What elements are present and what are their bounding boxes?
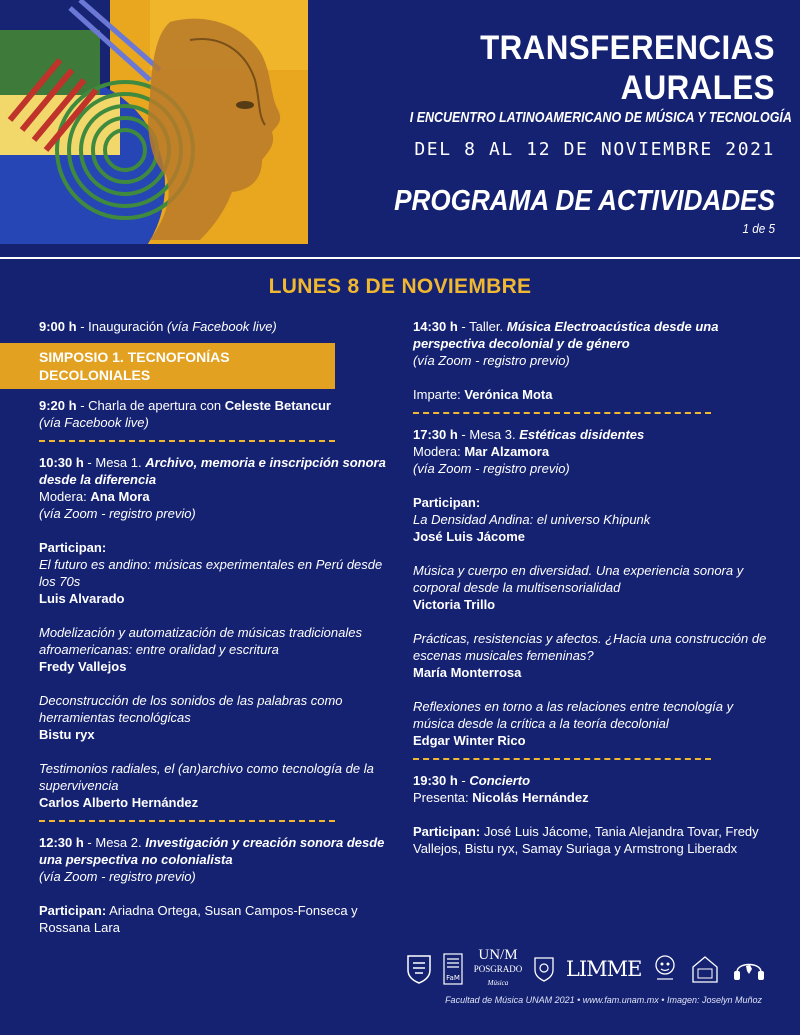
paper-author: Edgar Winter Rico — [413, 733, 526, 748]
section-divider — [39, 811, 335, 822]
section-divider — [39, 431, 335, 442]
paper-author: Bistu ryx — [39, 727, 95, 742]
taller-note: (vía Zoom - registro previo) — [413, 353, 570, 368]
participants-label: Participan: — [413, 824, 481, 839]
talk-note: (vía Facebook live) — [39, 415, 149, 430]
paper-author: Luis Alvarado — [39, 591, 125, 606]
mesa2-participants: Ariadna Ortega, Susan Campos-Fonseca y Rossana Lara — [39, 903, 358, 935]
participants-label: Participan: — [413, 495, 481, 510]
imparte-label: Imparte: — [413, 387, 461, 402]
participants-label: Participan: — [39, 540, 107, 555]
mesa1-note: (vía Zoom - registro previo) — [39, 506, 196, 521]
paper-title: Modelización y automatización de músicas tradicionales afroamericanas: entre oralidad y escritura — [39, 625, 362, 657]
concierto-heading: 19:30 h - Concierto — [413, 773, 531, 788]
imparte-name: Verónica Mota — [464, 387, 553, 402]
section-divider — [413, 749, 711, 760]
day-heading: LUNES 8 DE NOVIEMBRE — [268, 275, 532, 298]
presenta-label: Presenta: — [413, 790, 469, 805]
header-artwork — [0, 0, 308, 244]
paper-title: Prácticas, resistencias y afectos. ¿Hacia una construcción de escenas musicales femeninas? — [413, 631, 767, 663]
paper-title: Testimonios radiales, el (an)archivo como tecnología de la supervivencia — [39, 761, 374, 793]
mesa1-label: Mesa 1. — [95, 455, 142, 470]
mesa3-moderator: Mar Alzamora — [464, 444, 550, 459]
participants-label: Participan: — [39, 903, 107, 918]
taller-title: Música Electroacústica desde una perspectiva decolonial y de género — [413, 319, 719, 351]
talk-speaker: Celeste Betancur — [224, 398, 331, 413]
logo-posgrado-text: POSGRADO — [473, 964, 523, 974]
mesa3-title: Estéticas disidentes — [519, 427, 645, 442]
schedule-right-column — [413, 318, 773, 857]
mesa2-note: (vía Zoom - registro previo) — [39, 869, 196, 884]
fam-logo-icon — [443, 953, 463, 985]
paper-author: José Luis Jácome — [413, 529, 525, 544]
taller-label: Taller. — [469, 319, 504, 334]
presenta-name: Nicolás Hernández — [472, 790, 589, 805]
mesa2-label: Mesa 2. — [95, 835, 142, 850]
posgrado-musica-logo — [474, 948, 523, 990]
header-divider — [0, 257, 800, 259]
paper-title: Deconstrucción de los sonidos de las palabras como herramientas tecnológicas — [39, 693, 343, 725]
inauguration-entry: 9:00 h - Inauguración (vía Facebook live) — [39, 319, 277, 334]
paper-author: Fredy Vallejos — [39, 659, 127, 674]
event-subtitle: I ENCUENTRO LATINOAMERICANO DE MÚSICA Y TECNOLOGÍA — [409, 109, 792, 126]
inauguration-text: Inauguración — [88, 319, 164, 334]
logo-unam-text: UN/M — [478, 947, 518, 963]
mesa3-moderator-label: Modera: — [413, 444, 461, 459]
mesa2-time: 12:30 h — [39, 835, 84, 850]
footer-credits: Facultad de Música UNAM 2021 • www.fam.unam.mx • Imagen: Joselyn Muñoz — [445, 995, 762, 1005]
event-title: TRANSFERENCIAS AURALES — [480, 29, 775, 107]
unam-seal-icon — [533, 956, 555, 982]
paper-title: Música y cuerpo en diversidad. Una experiencia sonora y corporal desde la multisensorialidad — [413, 563, 744, 595]
mesa3-heading: 17:30 h - Mesa 3. Estéticas disidentes — [413, 427, 645, 442]
concierto-time: 19:30 h — [413, 773, 458, 788]
opening-talk-entry: 9:20 h - Charla de apertura con Celeste Betancur — [39, 398, 331, 413]
symposium-banner: SIMPOSIO 1. TECNOFONÍAS DECOLONIALES — [0, 343, 335, 389]
paper-author: María Monterrosa — [413, 665, 522, 680]
house-logo-icon — [689, 953, 721, 985]
headphones-map-icon — [732, 954, 766, 984]
paper-author: Carlos Alberto Hernández — [39, 795, 199, 810]
paper-title: El futuro es andino: músicas experimentales en Perú desde los 70s — [39, 557, 383, 589]
talk-time: 9:20 h — [39, 398, 77, 413]
paper-author: Victoria Trillo — [413, 597, 496, 612]
concierto-participants: José Luis Jácome, Tania Alejandra Tovar, Fredy Vallejos, Bistu ryx, Samay Suriaga y Armstrong Liberadx — [413, 824, 759, 856]
mesa3-note: (vía Zoom - registro previo) — [413, 461, 570, 476]
limme-logo: LIMME — [565, 957, 642, 981]
unam-shield-icon — [406, 954, 432, 984]
mesa1-heading: 10:30 h - Mesa 1. Archivo, memoria e inscripción sonora desde la diferencia — [39, 455, 386, 487]
paper-title: La Densidad Andina: el universo Khipunk — [413, 512, 651, 527]
page-indicator: 1 de 5 — [742, 221, 775, 236]
schedule-left-column — [39, 318, 394, 936]
header — [335, 28, 792, 237]
talk-text: Charla de apertura con — [88, 398, 222, 413]
poster-illustration — [0, 0, 308, 244]
mesa1-time: 10:30 h — [39, 455, 84, 470]
mesa1-moderator-label: Modera: — [39, 489, 87, 504]
taller-time: 14:30 h — [413, 319, 458, 334]
inauguration-time: 9:00 h — [39, 319, 77, 334]
taller-heading: 14:30 h - Taller. Música Electroacústica desde una perspectiva decolonial y de género — [413, 319, 719, 351]
sponsor-logos — [406, 947, 766, 988]
mesa2-heading: 12:30 h - Mesa 2. Investigación y creación sonora desde una perspectiva no colonialista — [39, 835, 385, 867]
mesa3-time: 17:30 h — [413, 427, 458, 442]
section-divider — [413, 403, 711, 414]
inauguration-note: (vía Facebook live) — [166, 319, 277, 334]
mascot-logo-icon — [652, 953, 678, 985]
mesa1-title: Archivo, memoria e inscripción sonora desde la diferencia — [39, 455, 386, 487]
paper-title: Reflexiones en torno a las relaciones entre tecnología y música desde la crítica a la teoría decolonial — [413, 699, 734, 731]
concierto-title: Concierto — [469, 773, 531, 788]
mesa3-label: Mesa 3. — [469, 427, 516, 442]
mesa1-moderator: Ana Mora — [90, 489, 150, 504]
logo-musica-text: Música — [487, 979, 509, 987]
program-heading: PROGRAMA DE ACTIVIDADES — [394, 185, 775, 217]
svg-text:FaM: FaM — [445, 974, 460, 982]
event-dates: DEL 8 AL 12 DE NOVIEMBRE 2021 — [414, 139, 775, 160]
mesa2-title: Investigación y creación sonora desde una perspectiva no colonialista — [39, 835, 385, 867]
